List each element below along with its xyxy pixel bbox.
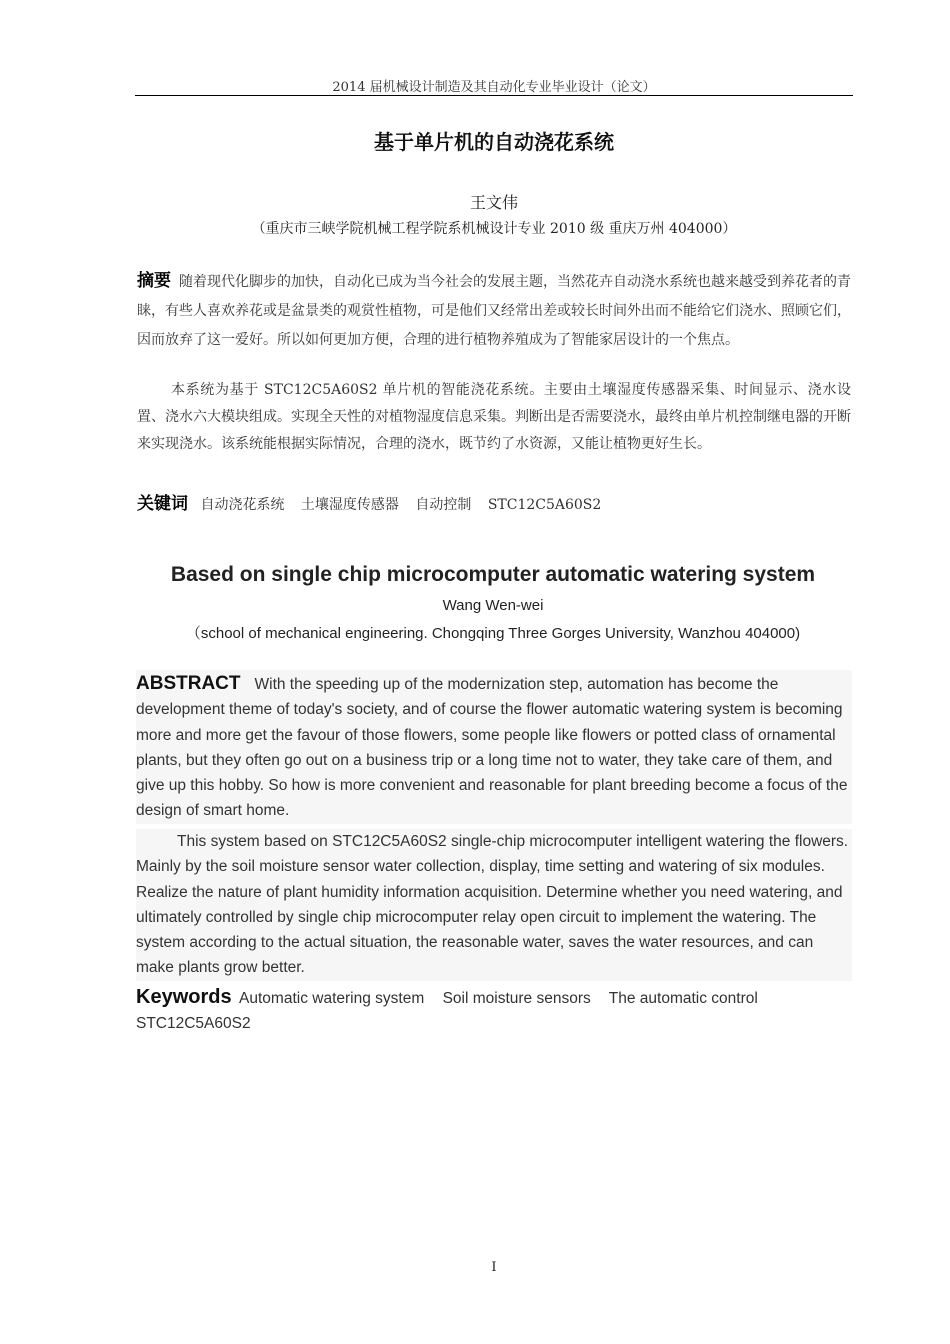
- cn-keywords: [137, 489, 613, 514]
- en-author: Wang Wen-wei: [442, 597, 544, 614]
- en-keyword: Automatic watering system: [239, 990, 425, 1007]
- en-keyword: The automatic control: [608, 990, 758, 1007]
- page-number: I: [491, 1260, 497, 1275]
- en-keyword: Soil moisture sensors: [442, 990, 591, 1007]
- cn-keyword: 自动控制: [415, 497, 472, 513]
- en-keywords: [136, 985, 852, 1036]
- header-rule: [135, 95, 853, 96]
- cn-keyword: 土壤湿度传感器: [300, 497, 399, 513]
- cn-author: 王文伟: [469, 193, 518, 212]
- cn-abstract-paragraph-2: 本系统为基于 STC12C5A60S2 单片机的智能浇花系统。主要由土壤湿度传感器采集、时间显示、浇水设置、浇水六大模块组成。实现全天性的对植物湿度信息采集。判断出是否需要浇水，最终由单片机控制继电器的开断来实现浇水。该系统能根据实际情况，合理的浇水，既节约了水资源，又能让植物更好生长。: [137, 382, 851, 452]
- running-header: 2014 届机械设计制造及其自动化专业毕业设计（论文）: [332, 80, 656, 95]
- en-abstract-label: ABSTRACT: [136, 673, 241, 694]
- en-abstract-paragraph-1: [136, 670, 852, 824]
- cn-keywords-label: 关键词: [137, 494, 188, 514]
- cn-abstract-label: 摘要: [137, 271, 171, 291]
- cn-keyword: STC12C5A60S2: [487, 497, 602, 513]
- en-abstract-paragraph-2: This system based on STC12C5A60S2 single-chip microcomputer intelligent watering the flowers. Mainly by the soil moisture sensor water collection, display, time setting and watering of six modules. Realize the nature of plant humidity information acquisition. Determine whether you need watering, and ultimately controlled by single chip microcomputer relay open circuit to implement the watering. The system according to the actual situation, the reasonable water, saves the water resources, and can make plants grow better.: [136, 829, 852, 981]
- en-keyword: STC12C5A60S2: [136, 1015, 251, 1032]
- en-affiliation: （school of mechanical engineering. Chongqing Three Gorges University, Wanzhou 404000): [185, 625, 801, 642]
- en-abstract-text-1: With the speeding up of the modernization step, automation has become the development theme of today's society, and of course the flower automatic watering system is becoming more and more get the favour of those flowers, some people like flowers or potted class of ornamental plants, but they often go out on a business trip or a long time not to water, they take care of them, and give up this hobby. So how is more convenient and reasonable for plant breeding become a focus of the design of smart home.: [136, 676, 848, 820]
- en-title: Based on single chip microcomputer automatic watering system: [170, 563, 816, 586]
- cn-keyword: 自动浇花系统: [200, 497, 285, 513]
- cn-abstract-text-1: 随着现代化脚步的加快，自动化已成为当今社会的发展主题，当然花卉自动浇水系统也越来越受到养花者的青睐，有些人喜欢养花或是盆景类的观赏性植物，可是他们又经常出差或较长时间外出而不能给它们浇水、照顾它们，因而放弃了这一爱好。所以如何更加方便，合理的进行植物养殖成为了智能家居设计的一个焦点。: [137, 274, 851, 348]
- en-keywords-label: Keywords: [136, 986, 232, 1008]
- cn-title: 基于单片机的自动浇花系统: [374, 132, 614, 154]
- cn-affiliation: （重庆市三峡学院机械工程学院系机械设计专业 2010 级 重庆万州 404000）: [251, 221, 737, 237]
- cn-abstract-paragraph-1: [137, 267, 851, 355]
